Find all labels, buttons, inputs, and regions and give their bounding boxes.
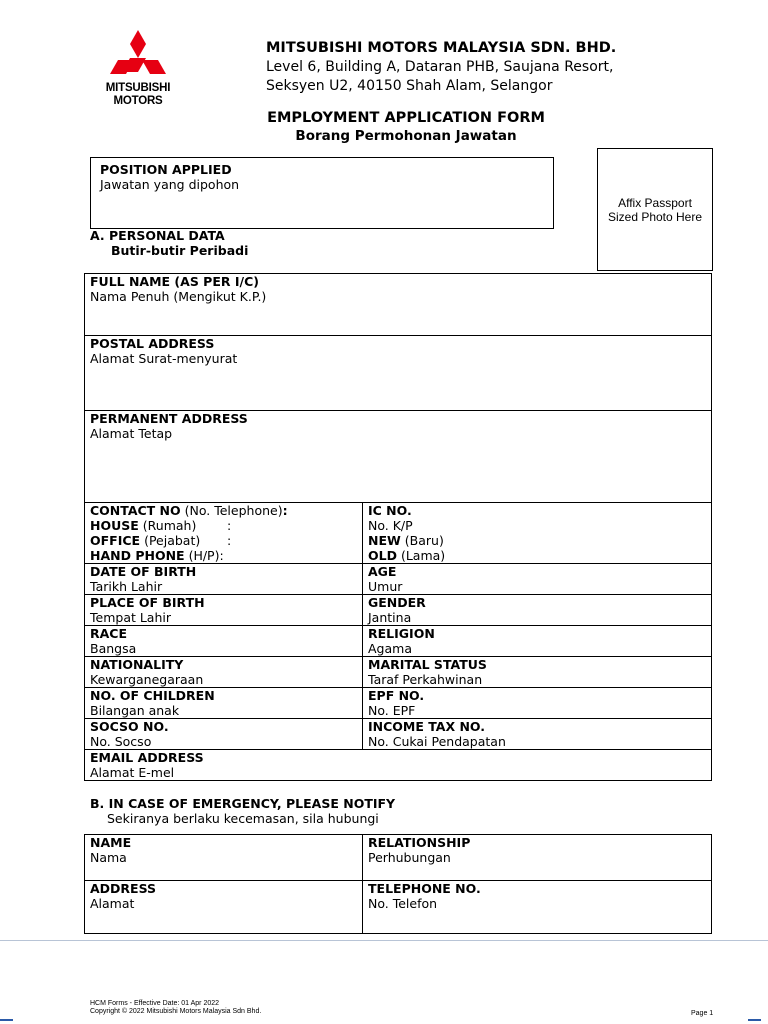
no-of-children-field[interactable] (85, 688, 363, 719)
ic-old-line (368, 548, 706, 563)
office-line (90, 533, 357, 548)
nationality-field[interactable] (85, 657, 363, 688)
emergency-address-field[interactable] (85, 881, 363, 934)
house-colon: : (227, 518, 232, 533)
ic-no-label: IC NO. (368, 503, 412, 518)
socso-no-field[interactable] (85, 719, 363, 750)
emergency-name-field[interactable] (85, 835, 363, 881)
hand-phone-line (90, 548, 357, 563)
relationship-label: RELATIONSHIP (368, 835, 471, 850)
date-of-birth-field[interactable] (85, 564, 363, 595)
telephone-no-label: TELEPHONE NO. (368, 881, 481, 896)
ic-old-sub: (Lama) (400, 548, 446, 563)
office-colon: : (227, 533, 232, 548)
gender-sub: Jantina (368, 610, 412, 625)
email-address-label: EMAIL ADDRESS (90, 750, 204, 765)
section-a-title: A. PERSONAL DATA (90, 228, 225, 243)
socso-no-sub: No. Socso (90, 734, 152, 749)
nationality-label: NATIONALITY (90, 657, 184, 672)
no-of-children-sub: Bilangan anak (90, 703, 180, 718)
postal-address-sub: Alamat Surat-menyurat (90, 351, 238, 366)
ic-new-sub: (Baru) (404, 533, 444, 548)
place-of-birth-sub: Tempat Lahir (90, 610, 172, 625)
race-field[interactable] (85, 626, 363, 657)
email-address-field[interactable] (85, 750, 712, 781)
company-address (266, 58, 613, 96)
emergency-contact-table (84, 834, 712, 934)
corner-mark-right (748, 1019, 761, 1021)
footer-page-number: Page 1 (691, 1010, 714, 1017)
date-of-birth-label: DATE OF BIRTH (90, 564, 197, 579)
age-field[interactable] (363, 564, 712, 595)
section-a-heading (90, 228, 248, 258)
house-label: HOUSE (90, 518, 139, 533)
address-line-1: Level 6, Building A, Dataran PHB, Saujana Resort, (266, 59, 614, 75)
permanent-address-field[interactable] (85, 411, 712, 503)
office-label: OFFICE (90, 533, 141, 548)
postal-address-label: POSTAL ADDRESS (90, 336, 215, 351)
section-b-heading (90, 796, 395, 826)
form-title: EMPLOYMENT APPLICATION FORM (267, 110, 545, 126)
section-b-subtitle: Sekiranya berlaku kecemasan, sila hubungi (107, 811, 379, 826)
three-diamonds-icon (96, 28, 180, 84)
ic-old-label: OLD (368, 548, 397, 563)
nationality-sub: Kewarganegaraan (90, 672, 204, 687)
hand-phone-label: HAND PHONE (90, 548, 185, 563)
passport-photo-box[interactable] (597, 148, 713, 271)
full-name-field[interactable] (85, 274, 712, 336)
form-subtitle: Borang Permohonan Jawatan (295, 128, 517, 144)
page-break-rule (0, 940, 768, 941)
contact-no-field[interactable] (85, 503, 363, 564)
house-line (90, 518, 357, 533)
full-name-label: FULL NAME (AS PER I/C) (90, 274, 259, 289)
personal-data-table (84, 273, 712, 781)
emergency-name-sub: Nama (90, 850, 127, 865)
race-sub: Bangsa (90, 641, 137, 656)
footer-copyright: Copyright © 2022 Mitsubishi Motors Malaysia Sdn Bhd. (90, 1008, 262, 1015)
photo-instruction: Affix Passport Sized Photo Here (607, 195, 703, 224)
position-applied-sub: Jawatan yang dipohon (100, 177, 240, 192)
marital-status-label: MARITAL STATUS (368, 657, 487, 672)
contact-no-colon: : (282, 503, 288, 518)
emergency-address-sub: Alamat (90, 896, 135, 911)
epf-no-sub: No. EPF (368, 703, 416, 718)
contact-no-label: CONTACT NO (90, 503, 181, 518)
income-tax-no-sub: No. Cukai Pendapatan (368, 734, 506, 749)
footer-effective-date: HCM Forms - Effective Date: 01 Apr 2022 (90, 1000, 220, 1007)
emergency-address-label: ADDRESS (90, 881, 157, 896)
income-tax-no-field[interactable] (363, 719, 712, 750)
age-label: AGE (368, 564, 397, 579)
logo-word-mitsubishi: MITSUBISHI (105, 82, 171, 94)
contact-no-line (90, 503, 357, 518)
position-applied-label: POSITION APPLIED (100, 162, 232, 177)
emergency-name-label: NAME (90, 835, 132, 850)
postal-address-field[interactable] (85, 336, 712, 411)
section-a-subtitle: Butir-butir Peribadi (111, 243, 249, 258)
office-sub: (Pejabat) (144, 533, 201, 548)
religion-field[interactable] (363, 626, 712, 657)
epf-no-field[interactable] (363, 688, 712, 719)
permanent-address-sub: Alamat Tetap (90, 426, 173, 441)
date-of-birth-sub: Tarikh Lahir (90, 579, 163, 594)
race-label: RACE (90, 626, 128, 641)
marital-status-field[interactable] (363, 657, 712, 688)
company-name: MITSUBISHI MOTORS MALAYSIA SDN. BHD. (266, 40, 617, 56)
gender-field[interactable] (363, 595, 712, 626)
socso-no-label: SOCSO NO. (90, 719, 169, 734)
ic-no-field[interactable] (363, 503, 712, 564)
hand-phone-sub: (H/P): (188, 548, 224, 563)
contact-no-sub: (No. Telephone) (184, 503, 283, 518)
no-of-children-label: NO. OF CHILDREN (90, 688, 215, 703)
marital-status-sub: Taraf Perkahwinan (368, 672, 483, 687)
place-of-birth-label: PLACE OF BIRTH (90, 595, 205, 610)
religion-label: RELIGION (368, 626, 435, 641)
email-address-sub: Alamat E-mel (90, 765, 175, 780)
permanent-address-label: PERMANENT ADDRESS (90, 411, 248, 426)
house-sub: (Rumah) (142, 518, 197, 533)
relationship-field[interactable] (363, 835, 712, 881)
ic-new-label: NEW (368, 533, 401, 548)
address-line-2: Seksyen U2, 40150 Shah Alam, Selangor (266, 78, 553, 94)
income-tax-no-label: INCOME TAX NO. (368, 719, 486, 734)
position-applied-field[interactable] (90, 157, 554, 229)
section-b-title: B. IN CASE OF EMERGENCY, PLEASE NOTIFY (90, 796, 396, 811)
relationship-sub: Perhubungan (368, 850, 451, 865)
ic-no-sub: No. K/P (368, 518, 413, 533)
telephone-no-sub: No. Telefon (368, 896, 438, 911)
logo-word-motors: MOTORS (113, 95, 163, 107)
full-name-sub: Nama Penuh (Mengikut K.P.) (90, 289, 267, 304)
place-of-birth-field[interactable] (85, 595, 363, 626)
age-sub: Umur (368, 579, 403, 594)
epf-no-label: EPF NO. (368, 688, 425, 703)
religion-sub: Agama (368, 641, 412, 656)
telephone-no-field[interactable] (363, 881, 712, 934)
gender-label: GENDER (368, 595, 426, 610)
footer-text (90, 1000, 261, 1016)
ic-new-line (368, 533, 706, 548)
corner-mark-left (0, 1019, 13, 1021)
